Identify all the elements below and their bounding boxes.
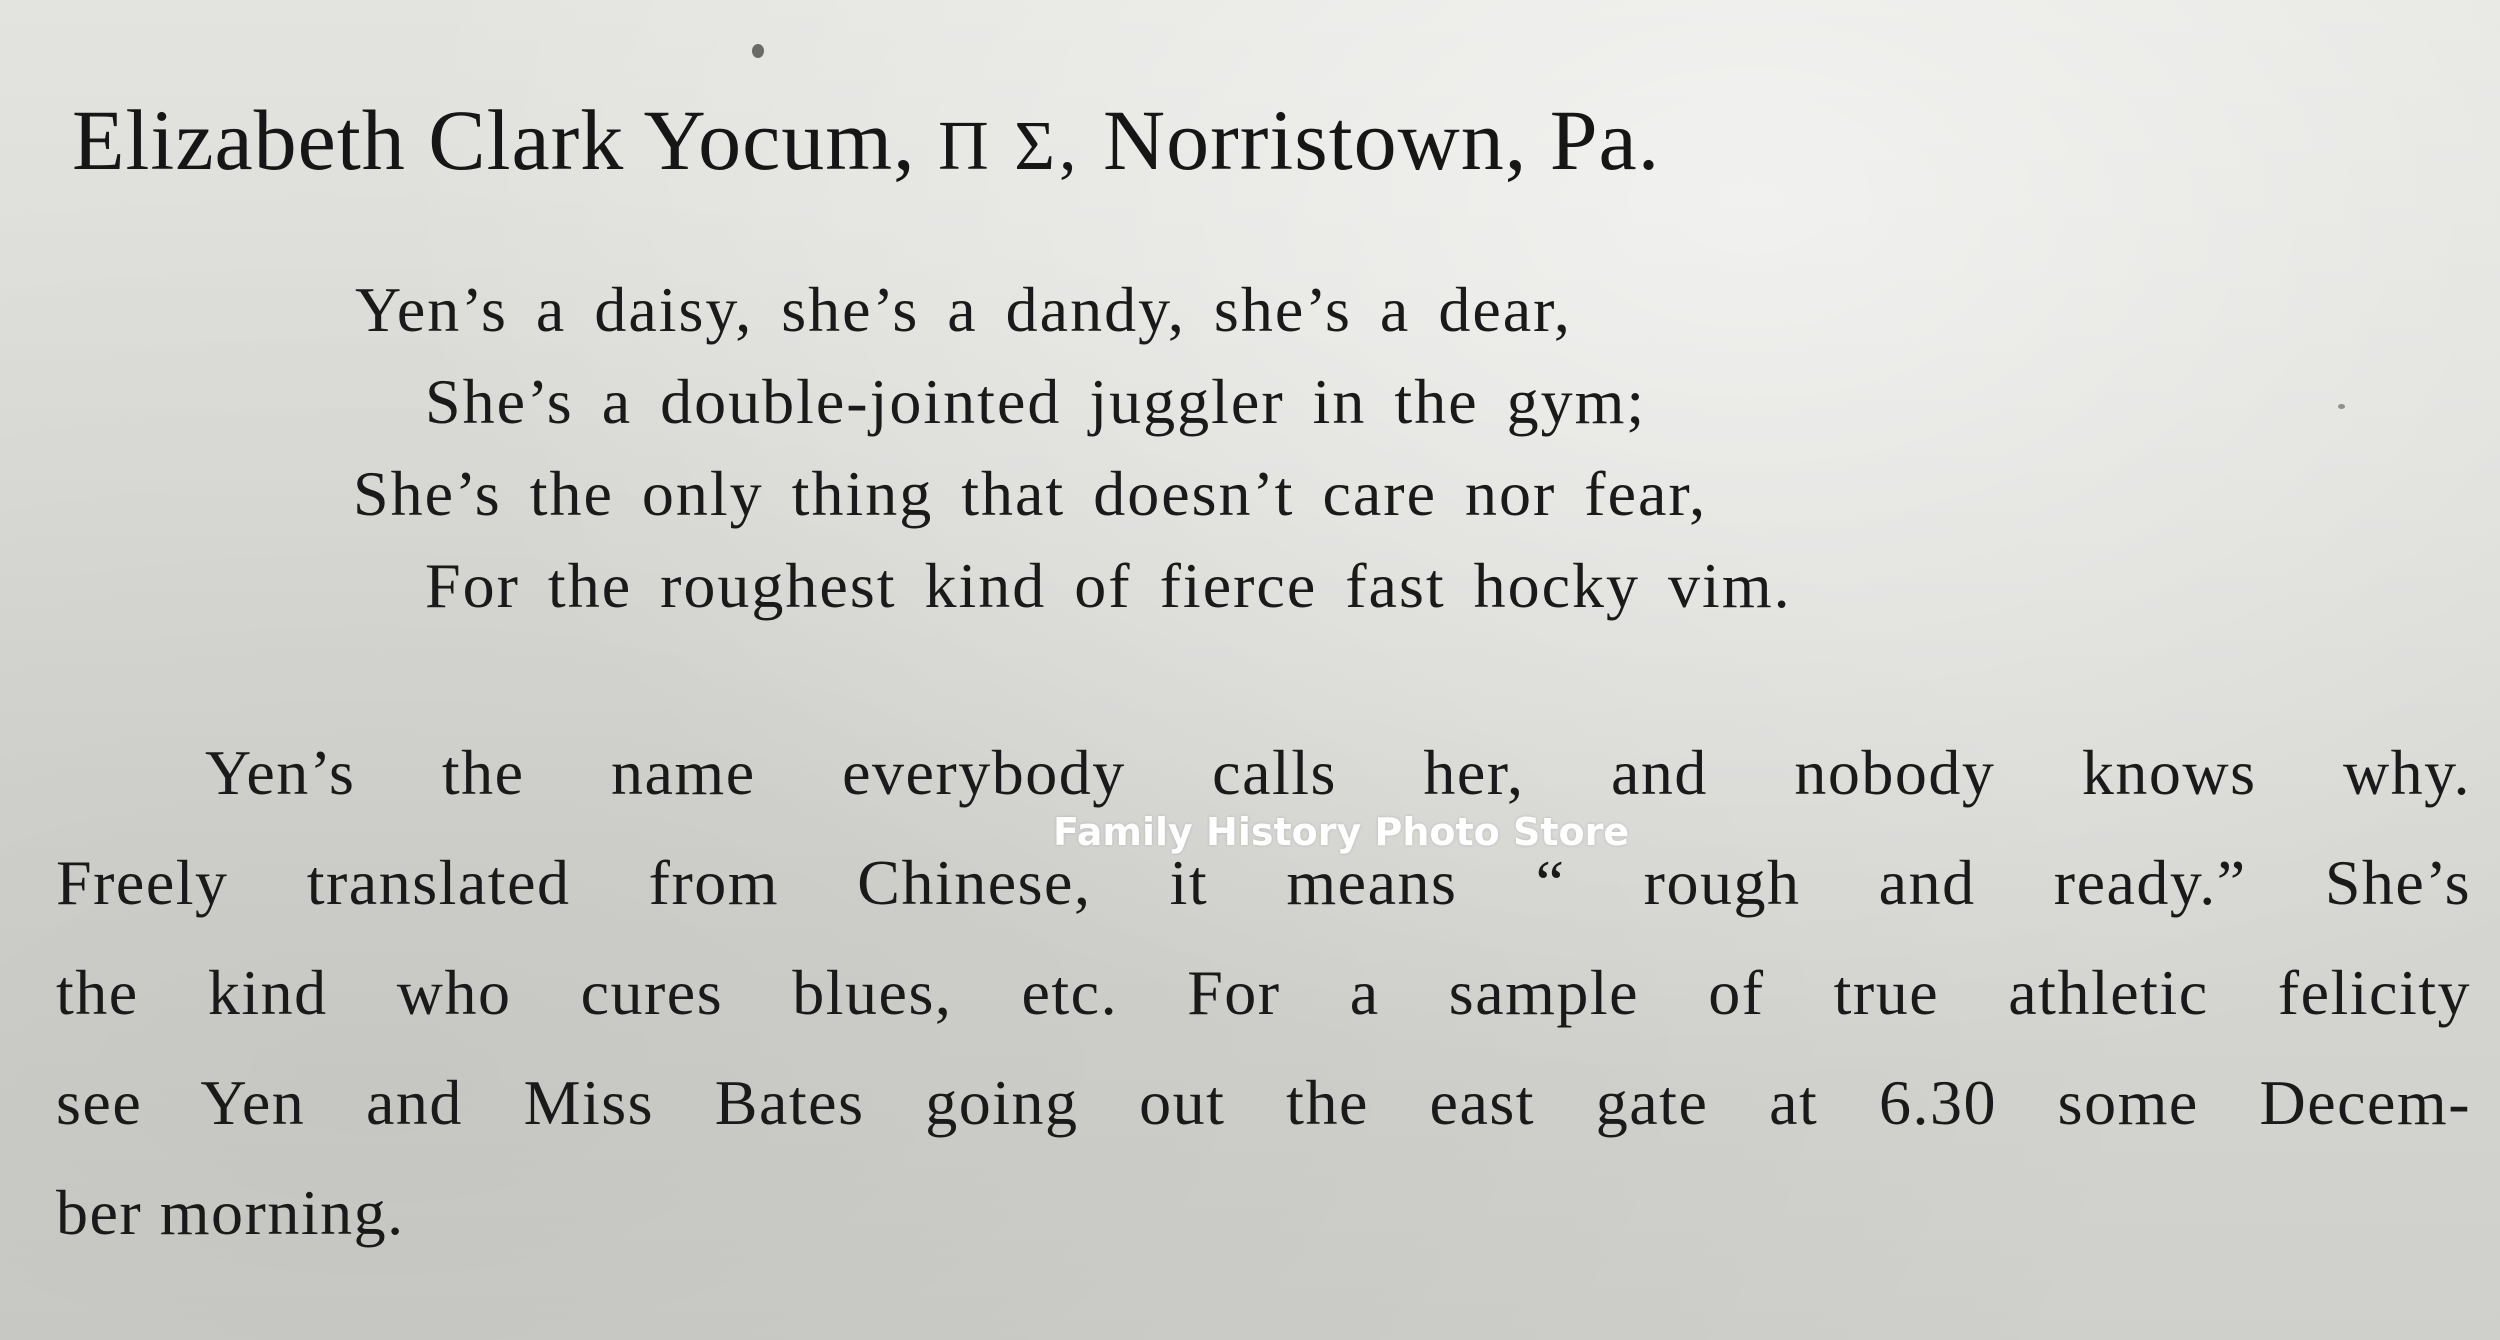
heading-greek-letters: Π Σ, <box>938 108 1081 185</box>
paragraph-line: Freely translated from Chinese, it means “ rough and ready.” She’s <box>56 847 2471 918</box>
heading-place: Norristown, Pa. <box>1102 92 1661 188</box>
verse-line: Yen’s a daisy, she’s a dandy, she’s a dear, <box>355 274 1572 345</box>
paragraph-line: see Yen and Miss Bates going out the east gate at 6.30 some Decem- <box>56 1067 2471 1138</box>
paragraph-line: Yen’s the name everybody calls her, and nobody knows why. <box>205 737 2471 808</box>
verse-line: She’s a double-jointed juggler in the gym; <box>425 366 1647 437</box>
watermark: Family History Photo Store <box>1053 810 1630 854</box>
heading-name: Elizabeth Clark Yocum, <box>72 92 916 188</box>
paragraph-line: the kind who cures blues, etc. For a sample of true athletic felicity <box>56 957 2471 1028</box>
page-heading <box>72 88 1660 199</box>
verse-line: For the roughest kind of fierce fast hocky vim. <box>425 550 1792 621</box>
paragraph-line: ber morning. <box>56 1177 405 1248</box>
paper-speck <box>752 44 764 58</box>
paper-speck <box>2338 404 2345 409</box>
verse-line: She’s the only thing that doesn’t care nor fear, <box>353 458 1708 529</box>
